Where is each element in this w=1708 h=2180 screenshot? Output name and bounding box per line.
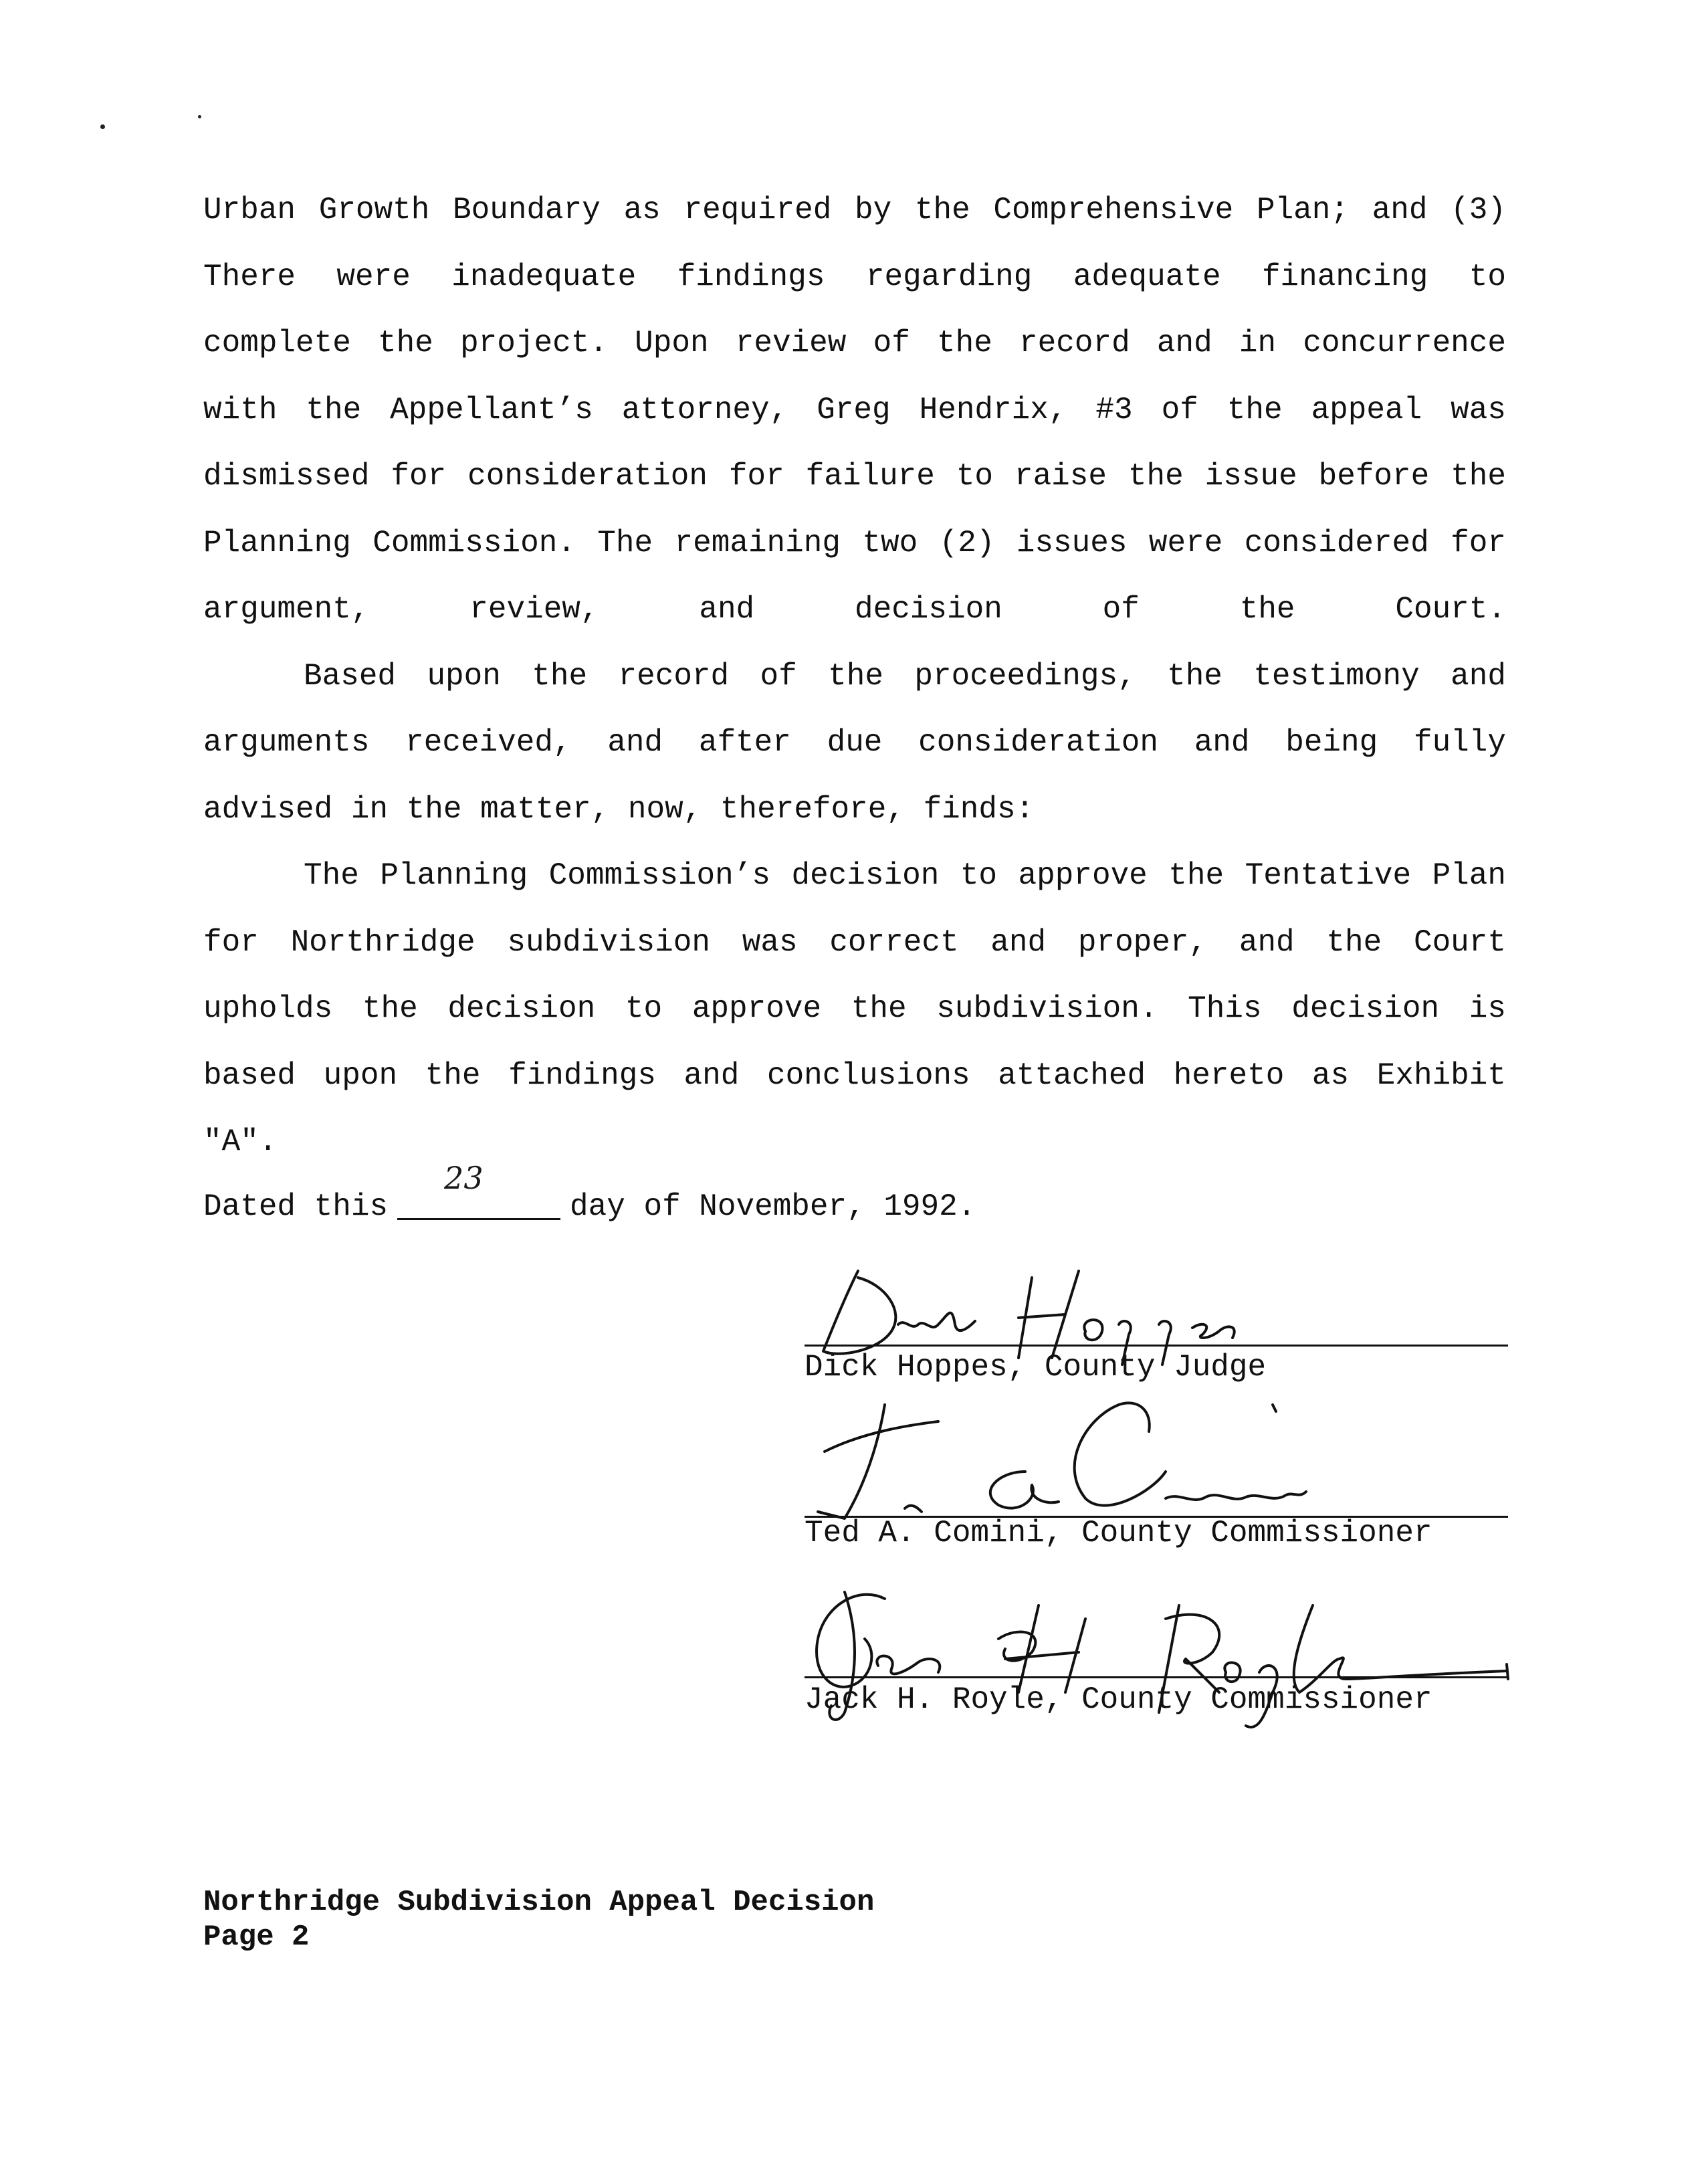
footer-page-number: Page 2	[203, 1920, 310, 1954]
signature-block-commissioner-comini	[805, 1391, 1508, 1559]
signature-ted-comini	[805, 1391, 1313, 1525]
dated-suffix: day of November, 1992.	[570, 1189, 976, 1224]
signature-block-county-judge	[805, 1258, 1508, 1391]
paragraph-appeal-issues: Urban Growth Boundary as required by the Comprehensive Plan; and (3) There were inadequate findings regarding adequate financing to complete the project. Upon review of the record and in concurrence with the Appellant’s attorney, Greg Hendrix, #3 of the appeal was dismissed for consideration for failure to raise the issue before the Planning Commission. The remaining two (2) issues were considered for argument, review, and decision of the Court.	[203, 193, 1506, 627]
signature-line	[805, 1345, 1508, 1347]
signer-name-commissioner-comini: Ted A. Comini, County Commissioner	[805, 1516, 1432, 1551]
scan-speck	[100, 124, 105, 129]
footer-document-title: Northridge Subdivision Appeal Decision	[203, 1886, 875, 1919]
day-blank	[397, 1159, 560, 1220]
handwritten-day: 23	[444, 1159, 484, 1196]
scan-speck	[198, 115, 201, 118]
document-body	[203, 177, 1506, 1176]
page-footer	[203, 1885, 874, 1955]
signer-name-county-judge: Dick Hoppes, County Judge	[805, 1350, 1267, 1385]
signer-name-commissioner-royle: Jack H. Royle, County Commissioner	[805, 1682, 1432, 1717]
signature-dick-hoppes	[818, 1258, 1299, 1365]
paragraph-decision: The Planning Commission’s decision to approve the Tentative Plan for Northridge subdivision was correct and proper, and the Court upholds the decision to approve the subdivision. This decision is based upon the findings and conclusions attached hereto as Exhibit "A".	[203, 858, 1506, 1159]
dated-prefix: Dated this	[203, 1189, 389, 1224]
dated-line	[203, 1159, 976, 1241]
signature-block-commissioner-royle	[805, 1579, 1508, 1746]
signature-line	[805, 1676, 1508, 1678]
paragraph-record-basis: Based upon the record of the proceedings, the testimony and arguments received, and after due consideration and being fully advised in the matter, now, therefore, finds:	[203, 658, 1506, 827]
